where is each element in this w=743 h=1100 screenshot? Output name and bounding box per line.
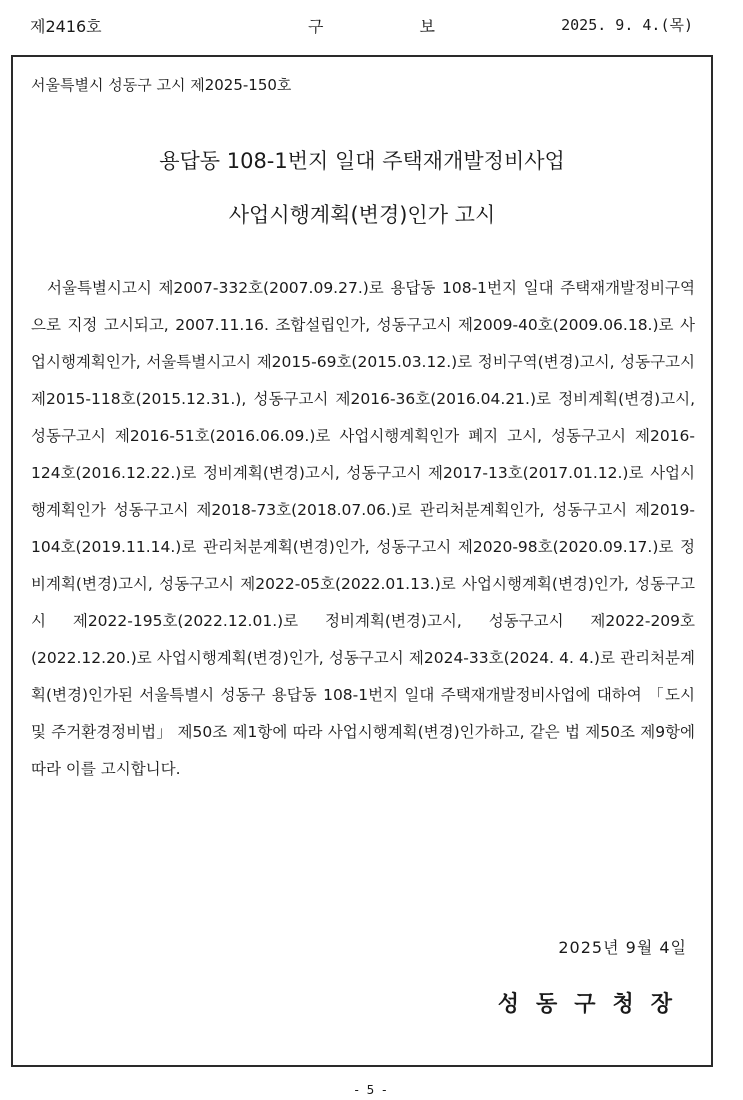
notice-signer: 성동구청장	[497, 992, 689, 1017]
page-number: - 5 -	[354, 1083, 389, 1097]
gazette-title-left: 구	[308, 17, 324, 36]
issue-date: 2025. 9. 4.(목)	[561, 16, 693, 34]
notice-body-text: 서울특별시고시 제2007-332호(2007.09.27.)로 용답동 108-1번지 일대 주택재개발정비구역으로 지정 고시되고, 2007.11.16. 조합설립인가, 성동구고시 제2009-40호(2009.06.18.)로 사업시행계획인가, 서울특별시고시 제2015-69호(2015.03.12.)로 정비구역(변경)고시, 성동구고시 제2015-118호(2015.12.31.), 성동구고시 제2016-36호(2016.04.21.)로 정비계획(변경)고시, 성동구고시 제2016-51호(2016.06.09.)로 사업시행계획인가 폐지 고시, 성동구고시 제2016-124호(2016.12.22.)로 정비계획(변경)고시, 성동구고시 제2017-13호(2017.01.12.)로 사업시행계획인가 성동구고시 제2018-73호(2018.07.06.)로 관리처분계획인가, 성동구고시 제2019-104호(2019.11.14.)로 관리처분계획(변경)인가, 성동구고시 제2020-98호(2020.09.17.)로 정비계획(변경)고시, 성동구고시 제2022-05호(2022.01.13.)로 사업시행계획(변경)인가, 성동구고시 제2022-195호(2022.12.01.)로 정비계획(변경)고시, 성동구고시 제2022-209호(2022.12.20.)로 사업시행계획(변경)인가, 성동구고시 제2024-33호(2024. 4. 4.)로 관리처분계획(변경)인가된 서울특별시 성동구 용답동 108-1번지 일대 주택재개발정비사업에 대하여 「도시 및 주거환경정비법」 제50조 제1항에 따라 사업시행계획(변경)인가하고, 같은 법 제50조 제9항에 따라 이를 고시합니다.	[31, 279, 695, 778]
gazette-title-right: 보	[419, 17, 435, 36]
notice-title-line2: 사업시행계획(변경)인가 고시	[228, 203, 496, 227]
notice-number: 서울특별시 성동구 고시 제2025-150호	[31, 76, 292, 94]
notice-body	[31, 270, 695, 788]
notice-frame	[11, 55, 713, 1067]
notice-title-line1: 용답동 108-1번지 일대 주택재개발정비사업	[159, 149, 565, 173]
issue-number: 제2416호	[30, 17, 102, 36]
notice-date: 2025년 9월 4일	[558, 938, 687, 957]
